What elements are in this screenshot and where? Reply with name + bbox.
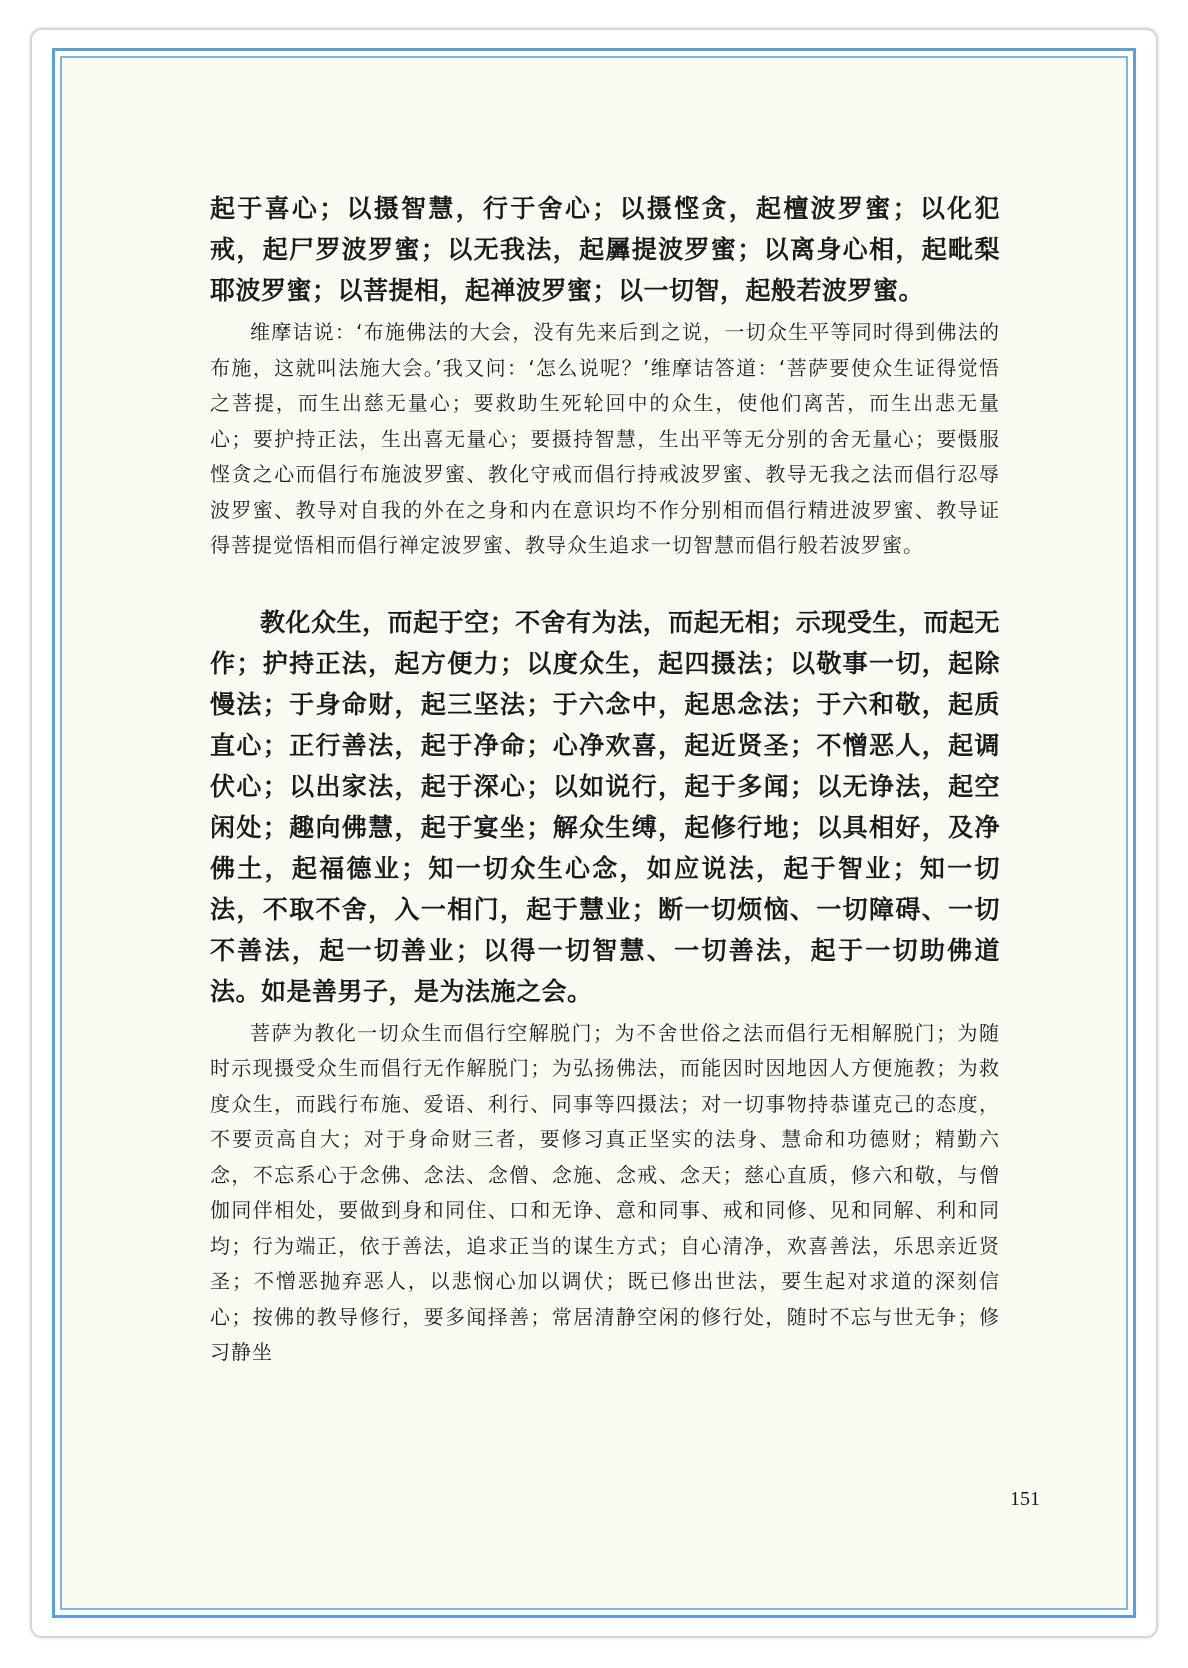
commentary-paragraph-1: 维摩诘说：‘布施佛法的大会，没有先来后到之说，一切众生平等同时得到佛法的布施，这就叫法施大会。’我又问：‘怎么说呢？’维摩诘答道：‘菩萨要使众生证得觉悟之菩提，而生出慈无量心；要救助生死轮回中的众生，使他们离苦，而生出悲无量心；要护持正法，生出喜无量心；要摄持智慧，生出平等无分别的舍无量心；要慑服悭贪之心而倡行布施波罗蜜、教化守戒而倡行持戒波罗蜜、教导无我之法而倡行忍辱波罗蜜、教导对自我的外在之身和内在意识均不作分别相而倡行精进波罗蜜、教导证得菩提觉悟相而倡行禅定波罗蜜、教导众生追求一切智慧而倡行般若波罗蜜。: [210, 320, 1000, 557]
page-number: 151: [1010, 1488, 1040, 1510]
page-body: [210, 188, 1000, 1371]
commentary-paragraph-2: 菩萨为教化一切众生而倡行空解脱门；为不舍世俗之法而倡行无相解脱门；为随时示现摄受众生而倡行无作解脱门；为弘扬佛法，而能因时因地因人方便施教；为救度众生，而践行布施、爱语、利行、同事等四摄法；对一切事物持恭谨克己的态度，不要贡高自大；对于身命财三者，要修习真正坚实的法身、慧命和功德财；精勤六念，不忘系心于念佛、念法、念僧、念施、念戒、念天；慈心直质，修六和敬，与僧伽同伴相处，要做到身和同住、口和无诤、意和同事、戒和同修、见和同解、利和同均；行为端正，依于善法，追求正当的谋生方式；自心清净，欢喜善法，乐思亲近贤圣；不憎恶抛弃恶人，以悲悯心加以调伏；既已修出世法，要生起对求道的深刻信心；按佛的教导修行，要多闻择善；常居清静空闲的修行处，随时不忘与世无争；修习静坐: [210, 1020, 1000, 1364]
sutra-paragraph-1: 起于喜心；以摄智慧，行于舍心；以摄悭贪，起檀波罗蜜；以化犯戒，起尸罗波罗蜜；以无我法，起羼提波罗蜜；以离身心相，起毗梨耶波罗蜜；以菩提相，起禅波罗蜜；以一切智，起般若波罗蜜。: [210, 194, 1000, 305]
sutra-paragraph-2: 教化众生，而起于空；不舍有为法，而起无相；示现受生，而起无作；护持正法，起方便力；以度众生，起四摄法；以敬事一切，起除慢法；于身命财，起三坚法；于六念中，起思念法；于六和敬，起质直心；正行善法，起于净命；心净欢喜，起近贤圣；不憎恶人，起调伏心；以出家法，起于深心；以如说行，起于多闻；以无诤法，起空闲处；趣向佛慧，起于宴坐；解众生缚，起修行地；以具相好，及净佛土，起福德业；知一切众生心念，如应说法，起于智业；知一切法，不取不舍，入一相门，起于慧业；断一切烦恼、一切障碍、一切不善法，起一切善业；以得一切智慧、一切善法，起于一切助佛道法。如是善男子，是为法施之会。: [210, 607, 1000, 1006]
